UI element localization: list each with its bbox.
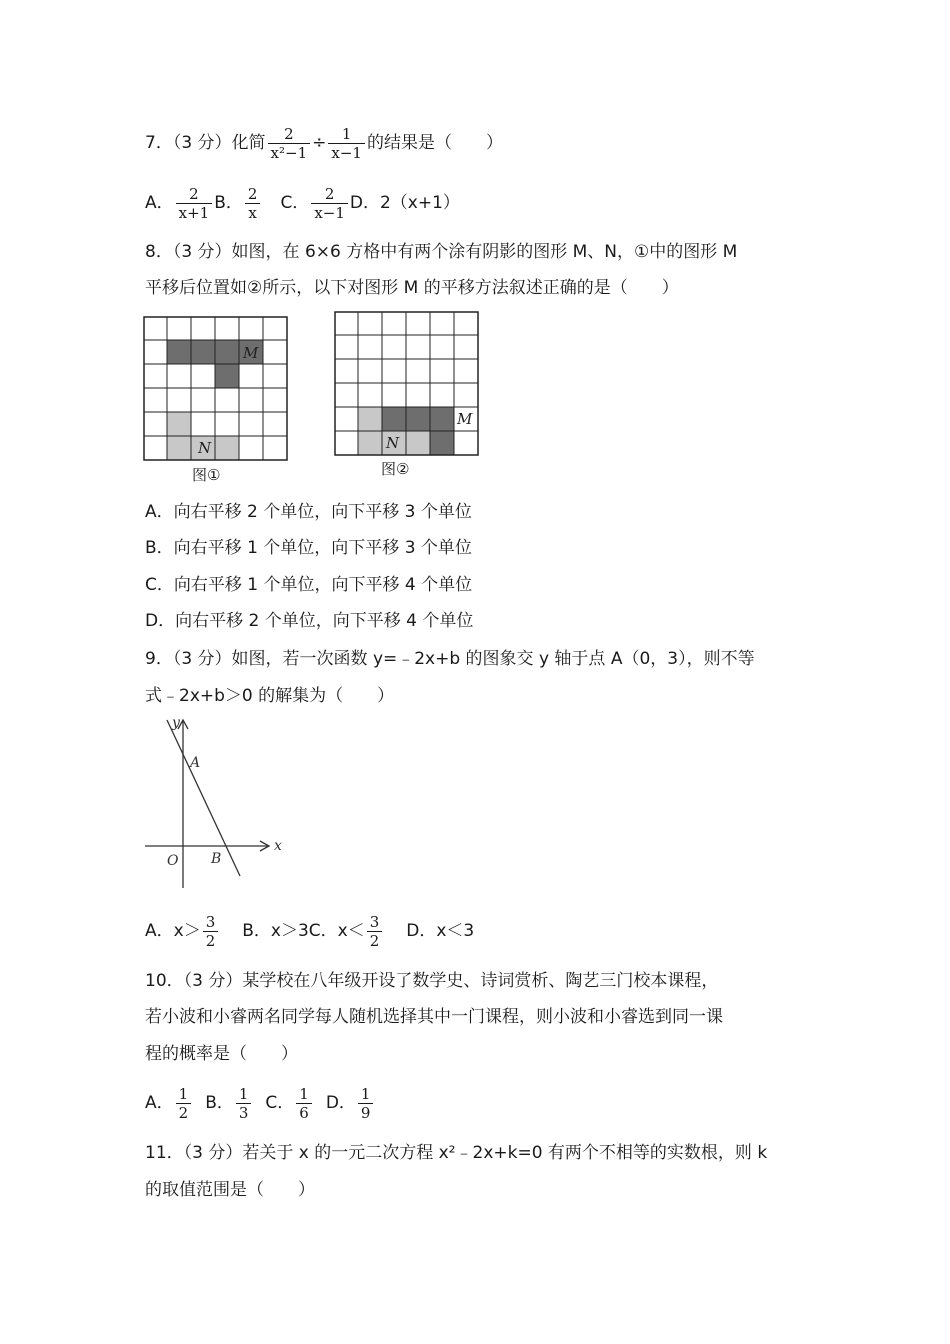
point-a-label: A	[190, 755, 201, 771]
origin-label: O	[167, 853, 179, 869]
q7-option-c-fraction: $\frac{2}{x-1}$	[311, 185, 348, 222]
q9-option-a-label: A．x＞	[145, 921, 201, 941]
axis-x-label: x	[274, 838, 282, 854]
q7-options	[145, 180, 460, 226]
q9-graph	[140, 712, 300, 894]
q7-option-d: D．2（x+1）	[349, 193, 460, 213]
fig1-label-m: M	[243, 344, 259, 362]
q7-stem	[145, 120, 503, 166]
q7-option-a-fraction: $\frac{2}{x+1}$	[176, 185, 213, 222]
fig2-label-m: M	[457, 410, 473, 428]
q11-stem-line-2: 的取值范围是（ ）	[145, 1180, 315, 1200]
point-b-label: B	[211, 851, 222, 867]
q8-figure-2-grid	[334, 311, 480, 457]
q7-divide-sign: ÷	[312, 133, 327, 153]
q7-text: 7．（3 分）化简	[145, 133, 266, 153]
q10-option-d-label: D．	[325, 1093, 356, 1113]
q9-option-d: D．x＜3	[406, 921, 475, 941]
q8-figure-1-grid	[143, 316, 289, 462]
q8-stem-line-2: 平移后位置如②所示，以下对图形 M 的平移方法叙述正确的是（ ）	[145, 278, 679, 298]
q10-option-d-fraction: $\frac{1}{9}$	[358, 1085, 374, 1122]
q11-stem-line-1: 11．（3 分）若关于 x 的一元二次方程 x²﹣2x+k=0 有两个不相等的实数根，则 k	[145, 1143, 768, 1163]
q9-options	[145, 908, 474, 954]
q10-option-a-fraction: $\frac{1}{2}$	[176, 1085, 192, 1122]
q7-fraction-1: $\frac{2}{\text{x²−1}}$	[268, 125, 311, 162]
q8-stem-line-1: 8．（3 分）如图，在 6×6 方格中有两个涂有阴影的图形 M、N，①中的图形 M	[145, 242, 738, 262]
q10-stem-line-2: 若小波和小睿两名同学每人随机选择其中一门课程，则小波和小睿选到同一课	[145, 1007, 723, 1027]
q10-option-b-label: B．	[205, 1093, 234, 1113]
q10-options	[145, 1080, 375, 1126]
q7-option-b-label: B．	[214, 193, 243, 213]
q7-option-a-label: A．	[145, 193, 174, 213]
q7-text-end: 的结果是（ ）	[366, 133, 503, 153]
q8-option-c: C．向右平移 1 个单位，向下平移 4 个单位	[145, 575, 473, 595]
q8-option-d: D．向右平移 2 个单位，向下平移 4 个单位	[145, 611, 474, 631]
fig2-label-n: N	[386, 434, 400, 452]
q10-option-c-label: C．	[265, 1093, 295, 1113]
q9-stem-line-1: 9．（3 分）如图，若一次函数 y=﹣2x+b 的图象交 y 轴于点 A（0，3），则不等	[145, 649, 755, 669]
q9-option-c-fraction: $\frac{3}{2}$	[367, 913, 383, 950]
q10-stem-line-1: 10．（3 分）某学校在八年级开设了数学史、诗词赏析、陶艺三门校本课程，	[145, 971, 719, 991]
fig1-label-n: N	[198, 439, 212, 457]
q8-option-a: A．向右平移 2 个单位，向下平移 3 个单位	[145, 502, 472, 522]
q8-option-b: B．向右平移 1 个单位，向下平移 3 个单位	[145, 538, 472, 558]
q7-option-c-label: C．	[280, 193, 310, 213]
q10-stem-line-3: 程的概率是（ ）	[145, 1044, 298, 1064]
axis-y-label: y	[172, 715, 180, 731]
q9-option-a-fraction: $\frac{3}{2}$	[203, 913, 219, 950]
q10-option-a-label: A．	[145, 1093, 174, 1113]
q8-figure-2-caption: 图②	[381, 460, 410, 478]
q9-stem-line-2: 式﹣2x+b＞0 的解集为（ ）	[145, 686, 395, 706]
q10-option-b-fraction: $\frac{1}{3}$	[236, 1085, 252, 1122]
q7-fraction-2: $\frac{1}{x-1}$	[328, 125, 365, 162]
q8-figure-1-caption: 图①	[192, 466, 221, 484]
q9-option-b-c-label: B．x＞3C．x＜	[242, 921, 365, 941]
q7-option-b-fraction: $\frac{2}{x}$	[245, 185, 261, 222]
q10-option-c-fraction: $\frac{1}{6}$	[296, 1085, 312, 1122]
